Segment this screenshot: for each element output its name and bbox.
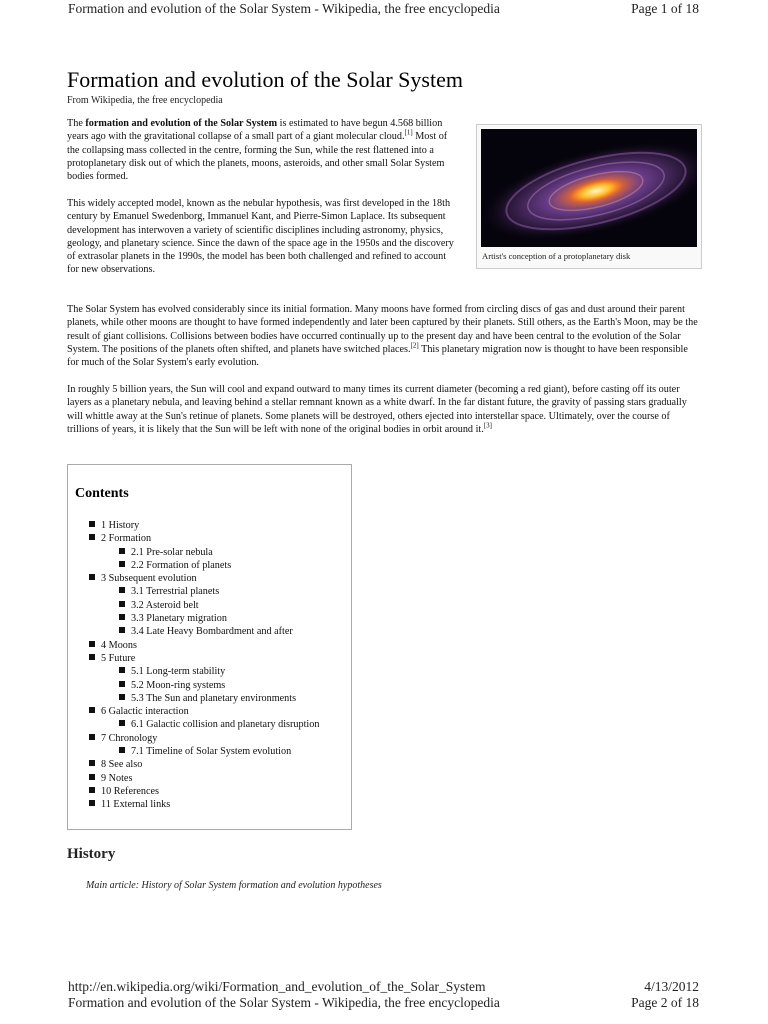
- toc-item[interactable]: [89, 732, 319, 745]
- toc-item[interactable]: [89, 585, 319, 598]
- toc-item-label[interactable]: 3.4 Late Heavy Bombardment and after: [131, 626, 293, 638]
- bullet-icon: [119, 614, 125, 620]
- toc-item[interactable]: [89, 612, 319, 625]
- toc-item[interactable]: [89, 639, 319, 652]
- toc-item[interactable]: [89, 625, 319, 638]
- toc-item[interactable]: [89, 546, 319, 559]
- toc-item-label[interactable]: 8 See also: [101, 759, 143, 771]
- p3-text-b: This planetary migration now is thought to have been responsible for much of the Solar System's early evolution.: [67, 343, 688, 369]
- p1-text-a: The: [67, 118, 86, 129]
- bullet-icon: [119, 667, 125, 673]
- toc-item-label[interactable]: 4 Moons: [101, 639, 137, 651]
- bullet-icon: [119, 627, 125, 633]
- toc-item[interactable]: [89, 692, 319, 705]
- toc-item-label[interactable]: 3.2 Asteroid belt: [131, 599, 199, 611]
- print-header-title: Formation and evolution of the Solar System - Wikipedia, the free encyclopedia: [68, 1, 500, 16]
- intro-paragraph-4: [67, 383, 699, 436]
- print-footer-date: 4/13/2012: [644, 979, 699, 994]
- toc-list: [89, 519, 319, 812]
- toc-item-label[interactable]: 2.1 Pre-solar nebula: [131, 546, 213, 558]
- page-title: Formation and evolution of the Solar System: [67, 67, 463, 92]
- toc-item[interactable]: [89, 745, 319, 758]
- bullet-icon: [89, 574, 95, 580]
- toc-item[interactable]: [89, 705, 319, 718]
- toc-title: Contents: [75, 486, 129, 501]
- bullet-icon: [119, 561, 125, 567]
- thumbnail-caption: Artist's conception of a protoplanetary disk: [482, 251, 631, 261]
- print-header-page: Page 1 of 18: [631, 1, 699, 16]
- bullet-icon: [119, 720, 125, 726]
- thumbnail-box: [476, 124, 702, 269]
- main-article-hatnote[interactable]: Main article: History of Solar System formation and evolution hypotheses: [86, 880, 382, 891]
- print-footer-line-2: [0, 995, 768, 1013]
- section-heading-history: History: [67, 846, 116, 862]
- toc-item-label[interactable]: 1 History: [101, 520, 140, 531]
- bullet-icon: [89, 521, 95, 527]
- toc-item[interactable]: [89, 532, 319, 545]
- toc-item[interactable]: [89, 758, 319, 771]
- toc-item-label[interactable]: 7.1 Timeline of Solar System evolution: [131, 746, 292, 758]
- toc-item[interactable]: [89, 572, 319, 585]
- print-footer-page: Page 2 of 18: [631, 995, 699, 1010]
- toc-item-label[interactable]: 6.1 Galactic collision and planetary disruption: [131, 719, 320, 731]
- bullet-icon: [89, 641, 95, 647]
- intro-bold-term: formation and evolution of the Solar System: [85, 118, 278, 129]
- bullet-icon: [119, 694, 125, 700]
- toc-item-label[interactable]: 5.3 The Sun and planetary environments: [131, 692, 297, 704]
- toc-item-label[interactable]: 3.1 Terrestrial planets: [131, 586, 220, 598]
- toc-item-label[interactable]: 3.3 Planetary migration: [131, 613, 227, 625]
- intro-paragraph-2: This widely accepted model, known as the nebular hypothesis, was first developed in the 18th century by Emanuel Swedenborg, Immanuel Kant, and Pierre-Simon Laplace. Its subsequent development has interwoven a variety of scientific disciplines including astronomy, physics, geology, and planetary science. Since the dawn of the space age in the 1950s and the discovery of extrasolar planets in the 1990s, the model has been both challenged and refined to account for new observations.: [67, 198, 454, 276]
- toc-item-label[interactable]: 2.2 Formation of planets: [131, 559, 232, 571]
- toc-item[interactable]: [89, 599, 319, 612]
- bullet-icon: [119, 601, 125, 607]
- bullet-icon: [89, 800, 95, 806]
- p4-text-a: In roughly 5 billion years, the Sun will cool and expand outward to many times its current diameter (becoming a red giant), before casting off its outer layers as a planetary nebula, and leaving behind a stellar remnant known as a white dwarf. In the far distant future, the gravity of passing stars gradually will whittle away at the Sun's retinue of planets. Some planets will be destroyed, others ejected into interstellar space. Ultimately, over the course of trillions of years, it is likely that the Sun will be left with none of the original bodies in orbit around it.: [67, 384, 687, 435]
- print-footer-url: http://en.wikipedia.org/wiki/Formation_and_evolution_of_the_Solar_System: [68, 979, 486, 994]
- intro-paragraph-1: [67, 117, 457, 183]
- bullet-icon: [119, 747, 125, 753]
- citation-link-2[interactable]: [2]: [410, 341, 419, 350]
- toc-item-label[interactable]: 5.1 Long-term stability: [131, 666, 226, 678]
- page-subtitle: From Wikipedia, the free encyclopedia: [67, 95, 223, 106]
- toc-item-label[interactable]: 9 Notes: [101, 772, 133, 784]
- table-of-contents: [67, 464, 352, 830]
- toc-item[interactable]: [89, 652, 319, 665]
- intro-paragraph-3: [67, 303, 699, 369]
- toc-item-label[interactable]: 7 Chronology: [101, 732, 158, 744]
- toc-item-label[interactable]: 5.2 Moon-ring systems: [131, 679, 226, 691]
- bullet-icon: [89, 534, 95, 540]
- toc-item[interactable]: [89, 559, 319, 572]
- toc-item[interactable]: [89, 798, 319, 811]
- p3-text-a: The Solar System has evolved considerably since its initial formation. Many moons have formed from circling discs of gas and dust around their parent planets, while other moons are thought to have formed independently and later been captured by their planets. Still others, as the Earth's Moon, may be the result of giant collisions. Collisions between bodies have occurred continually up to the present day and have been central to the evolution of the Solar System. The positions of the planets often shifted, and planets have switched places.: [67, 304, 698, 355]
- toc-item-label[interactable]: 11 External links: [101, 799, 171, 811]
- bullet-icon: [119, 681, 125, 687]
- toc-item[interactable]: [89, 718, 319, 731]
- toc-item[interactable]: [89, 772, 319, 785]
- bullet-icon: [119, 587, 125, 593]
- toc-item[interactable]: [89, 665, 319, 678]
- toc-item[interactable]: [89, 679, 319, 692]
- bullet-icon: [89, 760, 95, 766]
- protoplanetary-disk-image[interactable]: [481, 129, 697, 247]
- citation-link-1[interactable]: [1]: [404, 128, 413, 137]
- citation-link-3[interactable]: [3]: [483, 421, 492, 430]
- toc-item-label[interactable]: 3 Subsequent evolution: [101, 573, 197, 585]
- toc-item[interactable]: [89, 785, 319, 798]
- toc-item-label[interactable]: 10 References: [101, 785, 159, 797]
- toc-item-label[interactable]: 6 Galactic interaction: [101, 706, 189, 718]
- toc-item-label[interactable]: 2 Formation: [101, 533, 152, 545]
- bullet-icon: [89, 787, 95, 793]
- p1-text-b: is estimated to have begun 4.568 billion years ago with the gravitational collapse of a small part of a giant molecular cloud.: [67, 118, 443, 143]
- print-footer-title: Formation and evolution of the Solar System - Wikipedia, the free encyclopedia: [68, 995, 500, 1010]
- bullet-icon: [89, 774, 95, 780]
- p1-text-c: Most of the collapsing mass collected in the centre, forming the Sun, while the rest flattened into a protoplanetary disk out of which the planets, moons, asteroids, and other small Solar System bodies formed.: [67, 131, 448, 183]
- bullet-icon: [119, 548, 125, 554]
- bullet-icon: [89, 707, 95, 713]
- toc-item-label[interactable]: 5 Future: [101, 652, 136, 664]
- toc-item[interactable]: [89, 519, 319, 532]
- bullet-icon: [89, 654, 95, 660]
- print-header: [0, 1, 768, 19]
- bullet-icon: [89, 734, 95, 740]
